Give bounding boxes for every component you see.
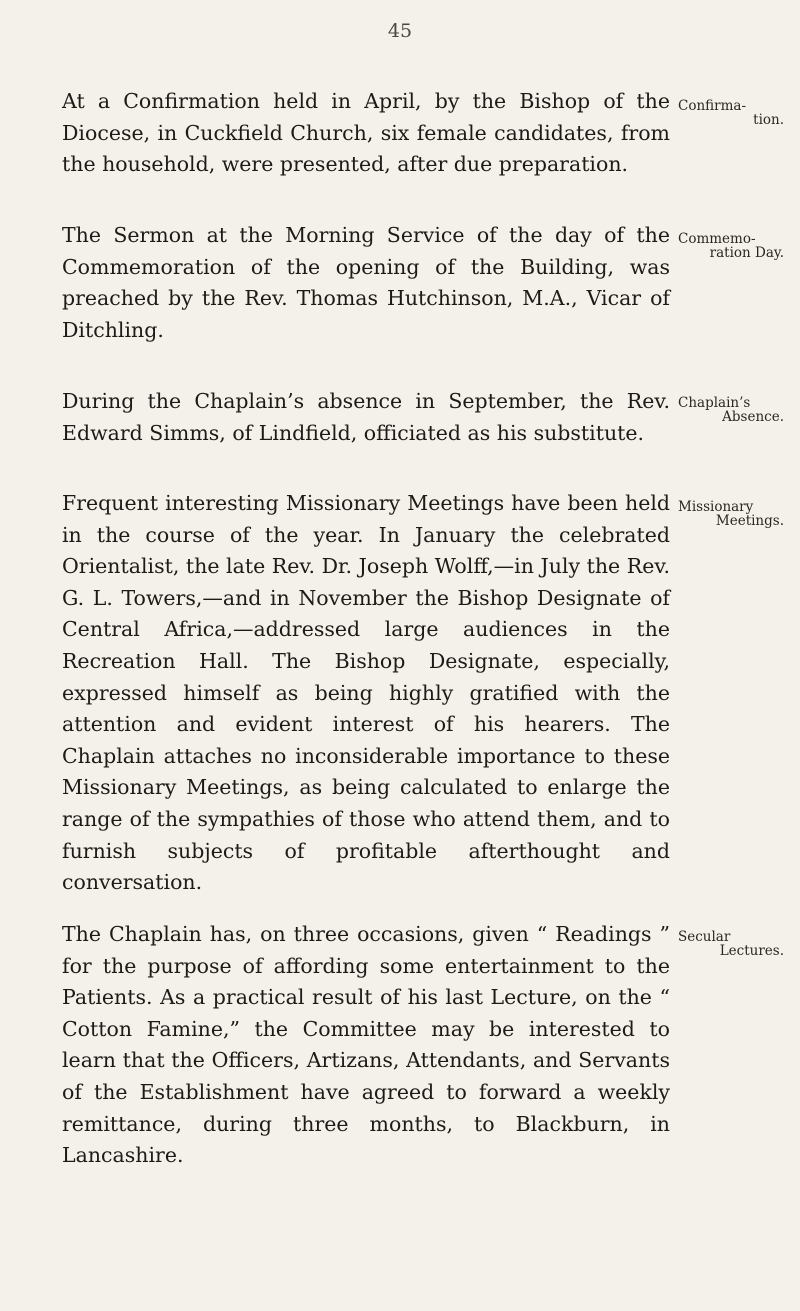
paragraph-confirmation: At a Confirmation held in April, by the Bishop of the Diocese, in Cuckfield Church, six female candidates, from the household, were presented, after due preparation. bbox=[62, 89, 670, 177]
paragraph-secular-lectures: The Chaplain has, on three occasions, given “ Readings ” for the purpose of affording some entertainment to the Patients. As a practical result of his last Lecture, on the “ Cotton Famine,” the Committee may be interested to learn that the Officers, Artizans, Attendants, and Servants of the Establishment have agreed to forward a weekly remittance, during three months, to Blackburn, in Lancashire. bbox=[62, 922, 670, 1168]
margin-note-line: Lectures. bbox=[719, 943, 784, 959]
margin-note-secular-lectures bbox=[678, 930, 790, 958]
margin-note-line: ration Day. bbox=[709, 245, 784, 261]
paragraph-commemoration: The Sermon at the Morning Service of the day of the Commemoration of the opening of the Building, was preached by the Rev. Thomas Hutchinson, M.A., Vicar of Ditchling. bbox=[62, 223, 670, 342]
margin-note-line: Commemo- bbox=[678, 231, 756, 247]
section-chaplains-absence bbox=[62, 386, 670, 449]
margin-note-line: Missionary bbox=[678, 499, 754, 515]
section-confirmation bbox=[62, 86, 670, 181]
section-commemoration bbox=[62, 220, 670, 346]
paragraph-chaplains-absence: During the Chaplain’s absence in September, the Rev. Edward Simms, of Lindfield, officiated as his substitute. bbox=[62, 389, 670, 445]
section-missionary-meetings bbox=[62, 488, 670, 899]
page-number: 45 bbox=[387, 20, 413, 42]
margin-note-missionary-meetings bbox=[678, 500, 790, 528]
section-secular-lectures bbox=[62, 919, 670, 1172]
margin-note-line: tion. bbox=[753, 112, 784, 128]
paragraph-missionary-meetings: Frequent interesting Missionary Meetings have been held in the course of the year. In January the celebrated Orientalist, the late Rev. Dr. Joseph Wolff,—in July the Rev. G. L. Towers,—and in November the Bishop Designate of Central Africa,—addressed large audiences in the Recreation Hall. The Bishop Designate, especially, expressed himself as being highly gratified with the attention and evident interest of his hearers. The Chaplain attaches no inconsiderable importance to these Missionary Meetings, as being calculated to enlarge the range of the sympathies of those who attend them, and to furnish subjects of profitable afterthought and conversation. bbox=[62, 491, 670, 895]
margin-note-commemoration bbox=[678, 232, 790, 260]
margin-note-line: Chaplain’s bbox=[678, 395, 751, 411]
margin-note-chaplains-absence bbox=[678, 396, 790, 424]
margin-note-line: Absence. bbox=[722, 409, 784, 425]
margin-note-line: Confirma- bbox=[678, 98, 747, 114]
margin-note-confirmation bbox=[678, 99, 790, 127]
margin-note-line: Secular bbox=[678, 929, 731, 945]
margin-note-line: Meetings. bbox=[715, 513, 784, 529]
